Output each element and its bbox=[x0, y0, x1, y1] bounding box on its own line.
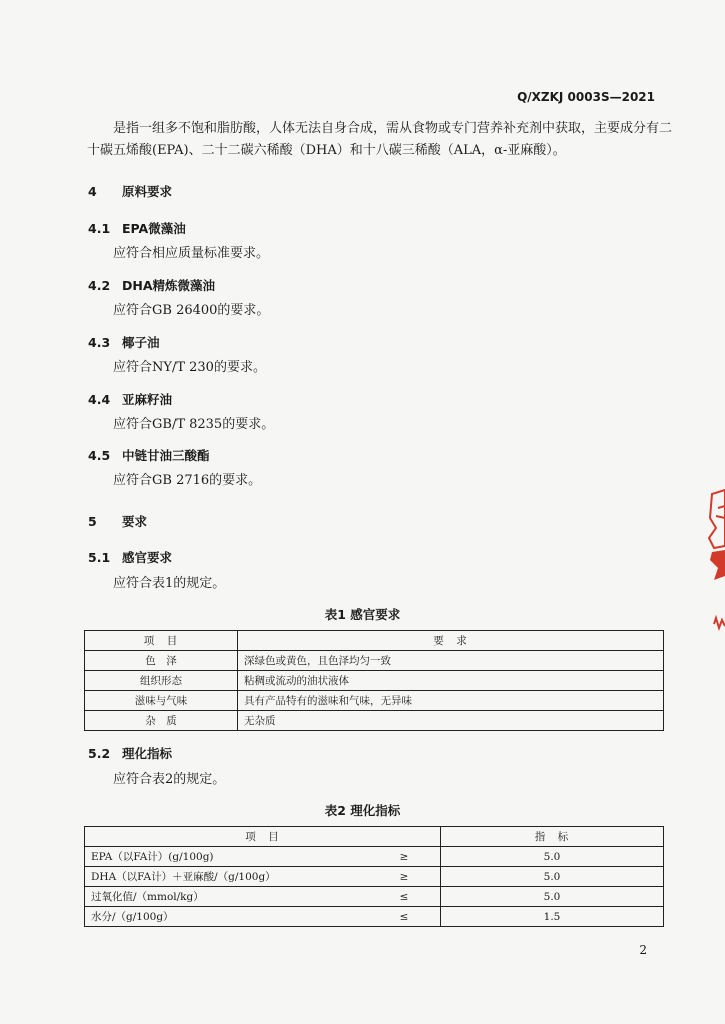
table-cell: 杂 质 bbox=[85, 711, 238, 731]
table-cell-comparator: ≤ bbox=[368, 907, 441, 927]
table-row bbox=[85, 651, 664, 671]
section-heading-4 bbox=[88, 182, 172, 200]
section-title: DHA精炼微藻油 bbox=[122, 278, 216, 293]
section-text-5-1: 应符合表1的规定。 bbox=[113, 576, 226, 591]
section-text-4-4: 应符合GB/T 8235的要求。 bbox=[113, 417, 275, 432]
table-header-item: 项 目 bbox=[85, 827, 441, 847]
section-number: 4.2 bbox=[88, 278, 111, 293]
intro-line-2: 十碳五烯酸(EPA)、二十二碳六稀酸（DHA）和十八碳三稀酸（ALA，α-亚麻酸）。 bbox=[87, 143, 566, 158]
section-title: 亚麻籽油 bbox=[122, 392, 173, 407]
table-header-index: 指 标 bbox=[441, 827, 664, 847]
table-row bbox=[85, 867, 664, 887]
section-title: 中链甘油三酸酯 bbox=[122, 448, 210, 463]
table-cell-comparator: ≤ bbox=[368, 887, 441, 907]
intro-line-1: 是指一组多不饱和脂肪酸，人体无法自身合成，需从食物或专门营养补充剂中获取，主要成分有二 bbox=[113, 121, 673, 136]
table-cell-value: 5.0 bbox=[441, 887, 664, 907]
table-physicochemical bbox=[84, 826, 664, 927]
section-heading-4-1 bbox=[88, 219, 186, 237]
table-header-requirement: 要 求 bbox=[238, 631, 664, 651]
section-text-4-3: 应符合NY/T 230的要求。 bbox=[113, 360, 266, 375]
section-text-4-2: 应符合GB 26400的要求。 bbox=[113, 303, 270, 318]
section-heading-5-2 bbox=[88, 744, 172, 762]
seal-stamp-icon bbox=[706, 488, 725, 638]
table-cell-value: 1.5 bbox=[441, 907, 664, 927]
document-code: Q/XZKJ 0003S—2021 bbox=[517, 90, 655, 104]
section-number: 5 bbox=[88, 514, 97, 529]
section-heading-4-5 bbox=[88, 446, 210, 464]
table-row bbox=[85, 887, 664, 907]
table-cell: EPA（以FA计）(g/100g) bbox=[85, 847, 369, 867]
table-cell: 具有产品特有的滋味和气味，无异味 bbox=[238, 691, 664, 711]
section-heading-5 bbox=[88, 512, 147, 530]
table-header-row bbox=[85, 631, 664, 651]
table-cell: 深绿色或黄色，且色泽均匀一致 bbox=[238, 651, 664, 671]
section-number: 4.3 bbox=[88, 335, 111, 350]
table2-caption: 表2 理化指标 bbox=[324, 803, 401, 818]
table-cell-comparator: ≥ bbox=[368, 867, 441, 887]
table-header-row bbox=[85, 827, 664, 847]
table1-caption: 表1 感官要求 bbox=[324, 607, 401, 622]
section-number: 4.5 bbox=[88, 448, 111, 463]
section-text-4-5: 应符合GB 2716的要求。 bbox=[113, 473, 262, 488]
section-number: 4 bbox=[88, 184, 97, 199]
table-cell: 滋味与气味 bbox=[85, 691, 238, 711]
section-title: 感官要求 bbox=[122, 550, 173, 565]
table-header-item: 项 目 bbox=[85, 631, 238, 651]
table-sensory bbox=[84, 630, 664, 731]
section-title: EPA微藻油 bbox=[122, 221, 186, 236]
section-heading-5-1 bbox=[88, 548, 172, 566]
table-cell: 组织形态 bbox=[85, 671, 238, 691]
table-cell: 水分/（g/100g） bbox=[85, 907, 369, 927]
section-heading-4-2 bbox=[88, 276, 215, 294]
table-cell-value: 5.0 bbox=[441, 847, 664, 867]
section-number: 5.1 bbox=[88, 550, 111, 565]
table-cell: 色 泽 bbox=[85, 651, 238, 671]
seal-stamp-fragment bbox=[706, 488, 725, 638]
section-title: 椰子油 bbox=[122, 335, 160, 350]
table-cell: 过氧化值/（mmol/kg） bbox=[85, 887, 369, 907]
table-cell-comparator: ≥ bbox=[368, 847, 441, 867]
section-heading-4-4 bbox=[88, 390, 172, 408]
table-cell: DHA（以FA计）＋亚麻酸/（g/100g） bbox=[85, 867, 369, 887]
table-row bbox=[85, 691, 664, 711]
page-number: 2 bbox=[639, 943, 647, 957]
section-text-4-1: 应符合相应质量标准要求。 bbox=[113, 246, 270, 261]
table-row bbox=[85, 711, 664, 731]
table-row bbox=[85, 847, 664, 867]
section-title: 原料要求 bbox=[122, 184, 173, 199]
section-text-5-2: 应符合表2的规定。 bbox=[113, 772, 226, 787]
table-cell: 无杂质 bbox=[238, 711, 664, 731]
table-row bbox=[85, 907, 664, 927]
section-heading-4-3 bbox=[88, 333, 160, 351]
section-title: 理化指标 bbox=[122, 746, 173, 761]
table-cell-value: 5.0 bbox=[441, 867, 664, 887]
table-cell: 粘稠或流动的油状液体 bbox=[238, 671, 664, 691]
section-number: 5.2 bbox=[88, 746, 111, 761]
section-number: 4.1 bbox=[88, 221, 111, 236]
table-row bbox=[85, 671, 664, 691]
section-number: 4.4 bbox=[88, 392, 111, 407]
section-title: 要求 bbox=[122, 514, 148, 529]
